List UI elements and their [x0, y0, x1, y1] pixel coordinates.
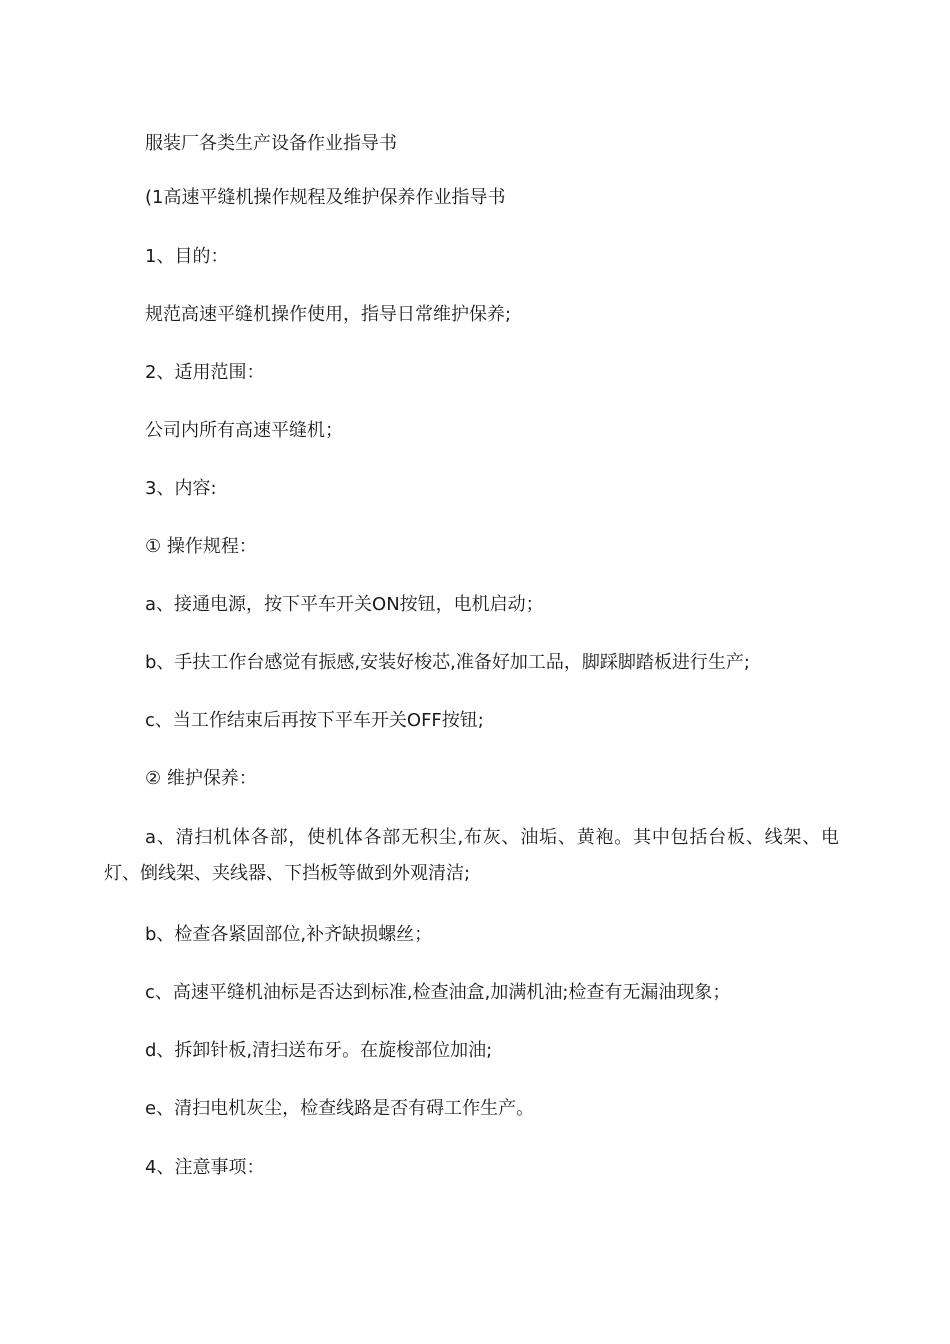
- operation-item: b、手扶工作台感觉有振感,安装好梭芯,准备好加工品，脚踩脚踏板进行生产;: [145, 652, 750, 673]
- maintenance-item: e、清扫电机灰尘，检查线路是否有碍工作生产。: [145, 1098, 535, 1119]
- section-1-text: 规范高速平缝机操作使用，指导日常维护保养;: [145, 304, 512, 325]
- maintenance-heading: ② 维护保养：: [145, 768, 257, 789]
- maintenance-item: b、检查各紧固部位,补齐缺损螺丝；: [145, 924, 433, 945]
- maintenance-item: d、拆卸针板,清扫送布牙。在旋梭部位加油;: [145, 1040, 493, 1061]
- section-2-text: 公司内所有高速平缝机；: [145, 420, 343, 441]
- section-1-heading: 1、目的：: [145, 246, 229, 267]
- maintenance-item: a、清扫机体各部，使机体各部无积尘,布灰、油垢、黄袍。其中包括台板、线架、电灯、倒线架、夹线器、下挡板等做到外观清洁;: [104, 827, 839, 884]
- section-4-heading: 4、注意事项：: [145, 1157, 265, 1178]
- section-3-heading: 3、内容:: [145, 478, 217, 499]
- document-subtitle: (1高速平缝机操作规程及维护保养作业指导书: [145, 187, 506, 208]
- operation-heading: ① 操作规程：: [145, 536, 257, 557]
- document-title: 服装厂各类生产设备作业指导书: [145, 133, 397, 154]
- maintenance-item: c、高速平缝机油标是否达到标准,检查油盒,加满机油;检查有无漏油现象；: [145, 982, 731, 1003]
- section-2-heading: 2、适用范围：: [145, 362, 265, 383]
- operation-item: c、当工作结束后再按下平车开关OFF按钮;: [145, 710, 484, 731]
- operation-item: a、接通电源，按下平车开关ON按钮，电机启动；: [145, 594, 544, 615]
